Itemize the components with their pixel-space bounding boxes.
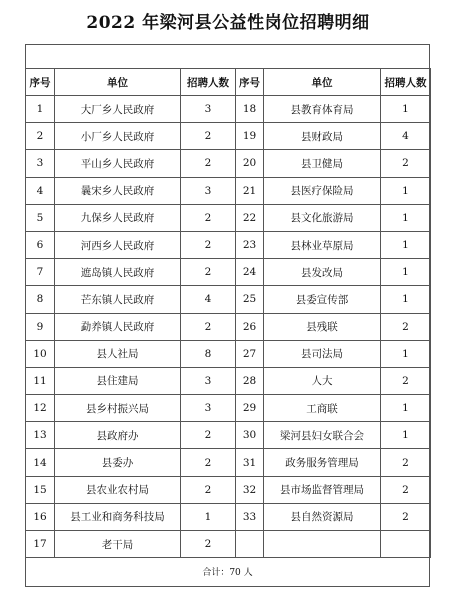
unit-cell: 县财政局: [264, 123, 381, 150]
unit-cell: 县发改局: [264, 259, 381, 286]
unit-cell: 县市场监督管理局: [264, 476, 381, 503]
unit-cell: 平山乡人民政府: [55, 150, 181, 177]
count-cell: 3: [181, 367, 236, 394]
unit-cell: 县工业和商务科技局: [55, 503, 181, 530]
header-cell: 单位: [264, 69, 381, 96]
seq-cell: 29: [236, 395, 264, 422]
count-cell: 8: [181, 340, 236, 367]
count-cell: 2: [181, 313, 236, 340]
seq-cell: 4: [26, 177, 55, 204]
seq-cell: 2: [26, 123, 55, 150]
seq-cell: 21: [236, 177, 264, 204]
seq-cell: 3: [26, 150, 55, 177]
page-title: 2022 年梁河县公益性岗位招聘明细: [86, 13, 370, 33]
count-cell: 2: [181, 123, 236, 150]
unit-cell: 政务服务管理局: [264, 449, 381, 476]
seq-cell: 18: [236, 96, 264, 123]
seq-cell: 19: [236, 123, 264, 150]
unit-cell: 县林业草原局: [264, 231, 381, 258]
table-row: [26, 340, 431, 367]
count-cell: 2: [181, 150, 236, 177]
count-cell: [381, 531, 431, 558]
seq-cell: 27: [236, 340, 264, 367]
seq-cell: 23: [236, 231, 264, 258]
seq-cell: 25: [236, 286, 264, 313]
count-cell: 1: [381, 259, 431, 286]
seq-cell: 31: [236, 449, 264, 476]
seq-cell: 28: [236, 367, 264, 394]
unit-cell: 县教育体育局: [264, 96, 381, 123]
unit-cell: 遮岛镇人民政府: [55, 259, 181, 286]
count-cell: 2: [381, 367, 431, 394]
count-cell: 2: [381, 476, 431, 503]
unit-cell: 县残联: [264, 313, 381, 340]
count-cell: 2: [381, 503, 431, 530]
count-cell: 1: [381, 395, 431, 422]
seq-cell: 33: [236, 503, 264, 530]
seq-cell: 6: [26, 231, 55, 258]
seq-cell: 16: [26, 503, 55, 530]
table-row: [26, 177, 431, 204]
table-row: [26, 204, 431, 231]
seq-cell: 10: [26, 340, 55, 367]
seq-cell: 32: [236, 476, 264, 503]
count-cell: 2: [181, 476, 236, 503]
header-cell: 招聘人数: [181, 69, 236, 96]
count-cell: 1: [381, 231, 431, 258]
seq-cell: 7: [26, 259, 55, 286]
seq-cell: 9: [26, 313, 55, 340]
count-cell: 3: [181, 395, 236, 422]
header-cell: 单位: [55, 69, 181, 96]
unit-cell: 九保乡人民政府: [55, 204, 181, 231]
table-row: [26, 476, 431, 503]
table-row: [26, 531, 431, 558]
count-cell: 2: [181, 204, 236, 231]
seq-cell: 22: [236, 204, 264, 231]
count-cell: 1: [381, 177, 431, 204]
table-header-row: [26, 69, 431, 96]
table-row: [26, 395, 431, 422]
unit-cell: 县农业农村局: [55, 476, 181, 503]
count-cell: 1: [181, 503, 236, 530]
table-row: [26, 367, 431, 394]
header-cell: 招聘人数: [381, 69, 431, 96]
seq-cell: 13: [26, 422, 55, 449]
unit-cell: 县委宣传部: [264, 286, 381, 313]
unit-cell: 县人社局: [55, 340, 181, 367]
unit-cell: 县司法局: [264, 340, 381, 367]
unit-cell: 县文化旅游局: [264, 204, 381, 231]
count-cell: 4: [181, 286, 236, 313]
unit-cell: 县委办: [55, 449, 181, 476]
table-row: [26, 231, 431, 258]
count-cell: 1: [381, 96, 431, 123]
table-row: [26, 503, 431, 530]
count-cell: 4: [381, 123, 431, 150]
count-cell: 2: [181, 449, 236, 476]
seq-cell: 5: [26, 204, 55, 231]
unit-cell: 县政府办: [55, 422, 181, 449]
unit-cell: 曩宋乡人民政府: [55, 177, 181, 204]
table-row: [26, 286, 431, 313]
seq-cell: 1: [26, 96, 55, 123]
table-row: [26, 259, 431, 286]
seq-cell: 8: [26, 286, 55, 313]
unit-cell: 县医疗保险局: [264, 177, 381, 204]
total-summary: 合计：70 人: [202, 568, 253, 578]
unit-cell: 县自然资源局: [264, 503, 381, 530]
seq-cell: 24: [236, 259, 264, 286]
unit-cell: 勐养镇人民政府: [55, 313, 181, 340]
table-row: [26, 449, 431, 476]
count-cell: 2: [181, 231, 236, 258]
header-cell: 序号: [236, 69, 264, 96]
count-cell: 3: [181, 96, 236, 123]
table-row: [26, 96, 431, 123]
unit-cell: 大厂乡人民政府: [55, 96, 181, 123]
count-cell: 1: [381, 204, 431, 231]
seq-cell: 15: [26, 476, 55, 503]
seq-cell: 12: [26, 395, 55, 422]
count-cell: 3: [181, 177, 236, 204]
seq-cell: 11: [26, 367, 55, 394]
header-cell: 序号: [26, 69, 55, 96]
unit-cell: 县卫健局: [264, 150, 381, 177]
count-cell: 2: [381, 150, 431, 177]
unit-cell: 工商联: [264, 395, 381, 422]
count-cell: 1: [381, 422, 431, 449]
count-cell: 1: [381, 286, 431, 313]
count-cell: 2: [181, 422, 236, 449]
count-cell: 2: [381, 449, 431, 476]
seq-cell: 20: [236, 150, 264, 177]
unit-cell: 人大: [264, 367, 381, 394]
unit-cell: 老干局: [55, 531, 181, 558]
unit-cell: 梁河县妇女联合会: [264, 422, 381, 449]
table-row: [26, 313, 431, 340]
unit-cell: 小厂乡人民政府: [55, 123, 181, 150]
unit-cell: [264, 531, 381, 558]
unit-cell: 芒东镇人民政府: [55, 286, 181, 313]
table-row: [26, 150, 431, 177]
count-cell: 2: [181, 259, 236, 286]
seq-cell: 17: [26, 531, 55, 558]
seq-cell: 26: [236, 313, 264, 340]
count-cell: 1: [381, 340, 431, 367]
seq-cell: 14: [26, 449, 55, 476]
seq-cell: [236, 531, 264, 558]
positions-table: [25, 68, 431, 558]
unit-cell: 县乡村振兴局: [55, 395, 181, 422]
unit-cell: 河西乡人民政府: [55, 231, 181, 258]
seq-cell: 30: [236, 422, 264, 449]
table-row: [26, 422, 431, 449]
count-cell: 2: [381, 313, 431, 340]
table-row: [26, 123, 431, 150]
count-cell: 2: [181, 531, 236, 558]
unit-cell: 县住建局: [55, 367, 181, 394]
